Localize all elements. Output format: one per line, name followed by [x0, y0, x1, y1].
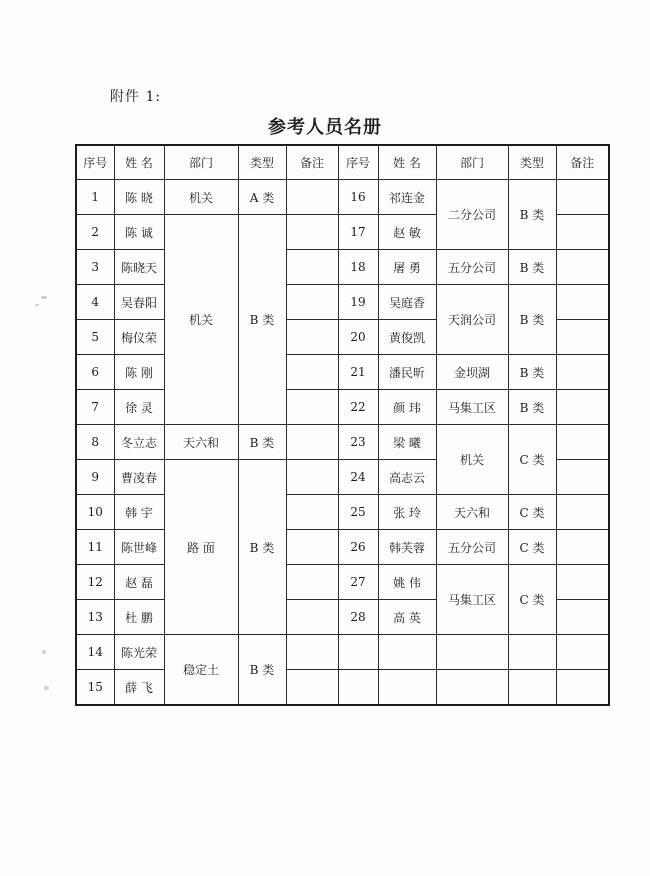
row-number: 12 [76, 565, 114, 600]
remark-cell [556, 600, 609, 635]
person-name: 陈世峰 [114, 530, 164, 565]
category: B 类 [238, 425, 286, 460]
remark-cell [286, 565, 338, 600]
row-number: 13 [76, 600, 114, 635]
remark-cell [556, 390, 609, 425]
department: 二分公司 [436, 180, 508, 250]
remark-cell [556, 635, 609, 670]
scan-mark [35, 304, 39, 306]
remark-cell [286, 215, 338, 250]
empty-cell [378, 670, 436, 706]
person-name: 冬立志 [114, 425, 164, 460]
header-dept-left: 部门 [164, 145, 238, 180]
person-name: 祁连金 [378, 180, 436, 215]
remark-cell [556, 670, 609, 706]
category: B 类 [508, 250, 556, 285]
person-name: 潘民昕 [378, 355, 436, 390]
person-name: 张 玲 [378, 495, 436, 530]
remark-cell [286, 670, 338, 706]
table-row [76, 250, 609, 285]
person-name: 陈 刚 [114, 355, 164, 390]
person-name: 高志云 [378, 460, 436, 495]
person-name: 颜 玮 [378, 390, 436, 425]
remark-cell [286, 600, 338, 635]
person-name: 吴庭香 [378, 285, 436, 320]
row-number: 8 [76, 425, 114, 460]
empty-cell [436, 670, 508, 706]
person-name: 徐 灵 [114, 390, 164, 425]
category: C 类 [508, 425, 556, 495]
department: 稳定土 [164, 635, 238, 706]
remark-cell [556, 425, 609, 460]
category: B 类 [508, 285, 556, 355]
row-number: 28 [338, 600, 378, 635]
person-name: 韩芙蓉 [378, 530, 436, 565]
remark-cell [286, 530, 338, 565]
empty-cell [338, 670, 378, 706]
row-number: 26 [338, 530, 378, 565]
person-name: 薛 飞 [114, 670, 164, 706]
empty-cell [338, 635, 378, 670]
remark-cell [556, 320, 609, 355]
department: 马集工区 [436, 390, 508, 425]
row-number: 11 [76, 530, 114, 565]
department: 金坝湖 [436, 355, 508, 390]
row-number: 2 [76, 215, 114, 250]
category: B 类 [508, 390, 556, 425]
header-remark-left: 备注 [286, 145, 338, 180]
person-name: 韩 宇 [114, 495, 164, 530]
person-name: 陈 晓 [114, 180, 164, 215]
table-row [76, 180, 609, 215]
remark-cell [556, 355, 609, 390]
person-name: 赵 磊 [114, 565, 164, 600]
remark-cell [556, 215, 609, 250]
header-name-left: 姓 名 [114, 145, 164, 180]
row-number: 4 [76, 285, 114, 320]
person-name: 姚 伟 [378, 565, 436, 600]
category: A 类 [238, 180, 286, 215]
table-row [76, 635, 609, 670]
category: C 类 [508, 565, 556, 635]
department: 机关 [436, 425, 508, 495]
row-number: 22 [338, 390, 378, 425]
row-number: 7 [76, 390, 114, 425]
empty-cell [378, 635, 436, 670]
scan-mark [41, 296, 47, 299]
category: B 类 [238, 460, 286, 635]
scan-mark [42, 650, 46, 654]
remark-cell [556, 250, 609, 285]
empty-cell [436, 635, 508, 670]
row-number: 17 [338, 215, 378, 250]
remark-cell [556, 495, 609, 530]
header-name-right: 姓 名 [378, 145, 436, 180]
person-name: 屠 勇 [378, 250, 436, 285]
table-row [76, 530, 609, 565]
table-row [76, 670, 609, 706]
person-name: 曹凌春 [114, 460, 164, 495]
remark-cell [286, 460, 338, 495]
table-row [76, 425, 609, 460]
category: B 类 [238, 635, 286, 706]
row-number: 18 [338, 250, 378, 285]
person-name: 黄俊凯 [378, 320, 436, 355]
remark-cell [556, 460, 609, 495]
department: 五分公司 [436, 250, 508, 285]
table-row [76, 565, 609, 600]
department: 五分公司 [436, 530, 508, 565]
person-name: 陈光荣 [114, 635, 164, 670]
empty-cell [508, 670, 556, 706]
remark-cell [556, 180, 609, 215]
person-name: 高 英 [378, 600, 436, 635]
remark-cell [286, 285, 338, 320]
remark-cell [556, 565, 609, 600]
person-name: 赵 敏 [378, 215, 436, 250]
department: 机关 [164, 215, 238, 425]
row-number: 14 [76, 635, 114, 670]
remark-cell [286, 425, 338, 460]
remark-cell [286, 250, 338, 285]
row-number: 15 [76, 670, 114, 706]
department: 天六和 [436, 495, 508, 530]
remark-cell [286, 390, 338, 425]
table-row [76, 495, 609, 530]
header-dept-right: 部门 [436, 145, 508, 180]
row-number: 10 [76, 495, 114, 530]
header-remark-right: 备注 [556, 145, 609, 180]
header-row [76, 145, 609, 180]
department: 机关 [164, 180, 238, 215]
roster-table [75, 144, 610, 706]
header-no-left: 序号 [76, 145, 114, 180]
person-name: 陈晓天 [114, 250, 164, 285]
department: 天润公司 [436, 285, 508, 355]
header-type-right: 类型 [508, 145, 556, 180]
document-title: 参考人员名册 [268, 117, 382, 138]
scan-mark [44, 686, 49, 690]
remark-cell [286, 635, 338, 670]
person-name: 陈 诚 [114, 215, 164, 250]
header-no-right: 序号 [338, 145, 378, 180]
person-name: 梅仪荣 [114, 320, 164, 355]
remark-cell [286, 180, 338, 215]
person-name: 梁 曦 [378, 425, 436, 460]
row-number: 1 [76, 180, 114, 215]
category: B 类 [238, 215, 286, 425]
category: C 类 [508, 495, 556, 530]
row-number: 9 [76, 460, 114, 495]
person-name: 杜 鹏 [114, 600, 164, 635]
department: 马集工区 [436, 565, 508, 635]
table-row [76, 355, 609, 390]
row-number: 20 [338, 320, 378, 355]
category: B 类 [508, 355, 556, 390]
row-number: 19 [338, 285, 378, 320]
header-type-left: 类型 [238, 145, 286, 180]
row-number: 27 [338, 565, 378, 600]
table-row [76, 285, 609, 320]
row-number: 23 [338, 425, 378, 460]
row-number: 25 [338, 495, 378, 530]
row-number: 24 [338, 460, 378, 495]
row-number: 3 [76, 250, 114, 285]
row-number: 16 [338, 180, 378, 215]
category: B 类 [508, 180, 556, 250]
remark-cell [286, 495, 338, 530]
empty-cell [508, 635, 556, 670]
remark-cell [556, 530, 609, 565]
department: 天六和 [164, 425, 238, 460]
remark-cell [286, 355, 338, 390]
row-number: 5 [76, 320, 114, 355]
attachment-label: 附件 1: [110, 89, 162, 105]
person-name: 吴春阳 [114, 285, 164, 320]
remark-cell [556, 285, 609, 320]
remark-cell [286, 320, 338, 355]
row-number: 6 [76, 355, 114, 390]
table-row [76, 390, 609, 425]
row-number: 21 [338, 355, 378, 390]
department: 路 面 [164, 460, 238, 635]
category: C 类 [508, 530, 556, 565]
